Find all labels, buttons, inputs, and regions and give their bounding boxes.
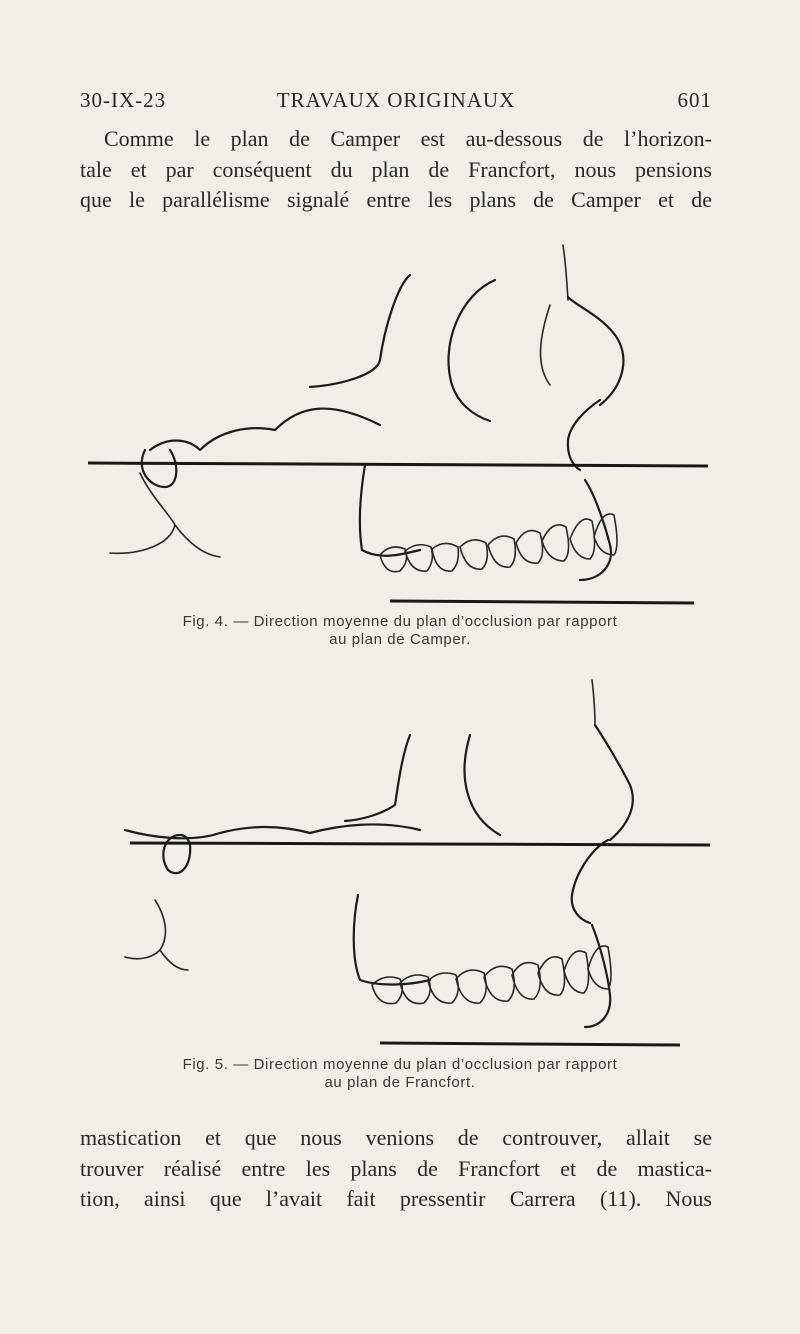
caption-line: Fig. 4. — Direction moyenne du plan d’occlusion par rapport [182, 613, 618, 630]
running-head [80, 88, 712, 118]
bottom-paragraph [80, 1123, 712, 1215]
paragraph-line: trouver réalisé entre les plans de Francfort et de mastica- [80, 1155, 712, 1181]
caption-line: au plan de Francfort. [324, 1074, 476, 1091]
skull-profile-drawing [80, 675, 720, 1055]
paragraph-line: Comme le plan de Camper est au-dessous de l’horizon- [104, 126, 712, 151]
figure-5-caption [120, 1056, 680, 1092]
occlusal-plane-line [380, 1043, 680, 1045]
header-title: TRAVAUX ORIGINAUX [276, 88, 516, 112]
header-date: 30-IX-23 [80, 88, 167, 112]
occlusal-plane-line [390, 601, 694, 603]
paragraph-line: tion, ainsi que l’avait fait pressentir Carrera (11). Nous [80, 1186, 712, 1211]
top-paragraph [80, 124, 712, 216]
teeth-row [372, 946, 611, 1004]
paragraph-line: que le parallélisme signalé entre les plans de Camper et de [80, 187, 712, 212]
caption-line: Fig. 5. — Direction moyenne du plan d’occlusion par rapport [182, 1056, 618, 1073]
teeth-row [380, 514, 617, 572]
page-number: 601 [677, 88, 712, 112]
camper-plane-line [88, 463, 708, 466]
frankfort-plane-line [130, 843, 710, 845]
figure-5-drawing [80, 675, 720, 1055]
paragraph-line: tale et par conséquent du plan de Francfort, nous pensions [80, 156, 712, 182]
figure-4-drawing [80, 225, 720, 615]
caption-line: au plan de Camper. [329, 631, 471, 648]
figure-4-caption [120, 613, 680, 649]
paragraph-line: mastication et que nous venions de controuver, allait se [80, 1125, 712, 1150]
skull-profile-drawing [80, 225, 720, 615]
